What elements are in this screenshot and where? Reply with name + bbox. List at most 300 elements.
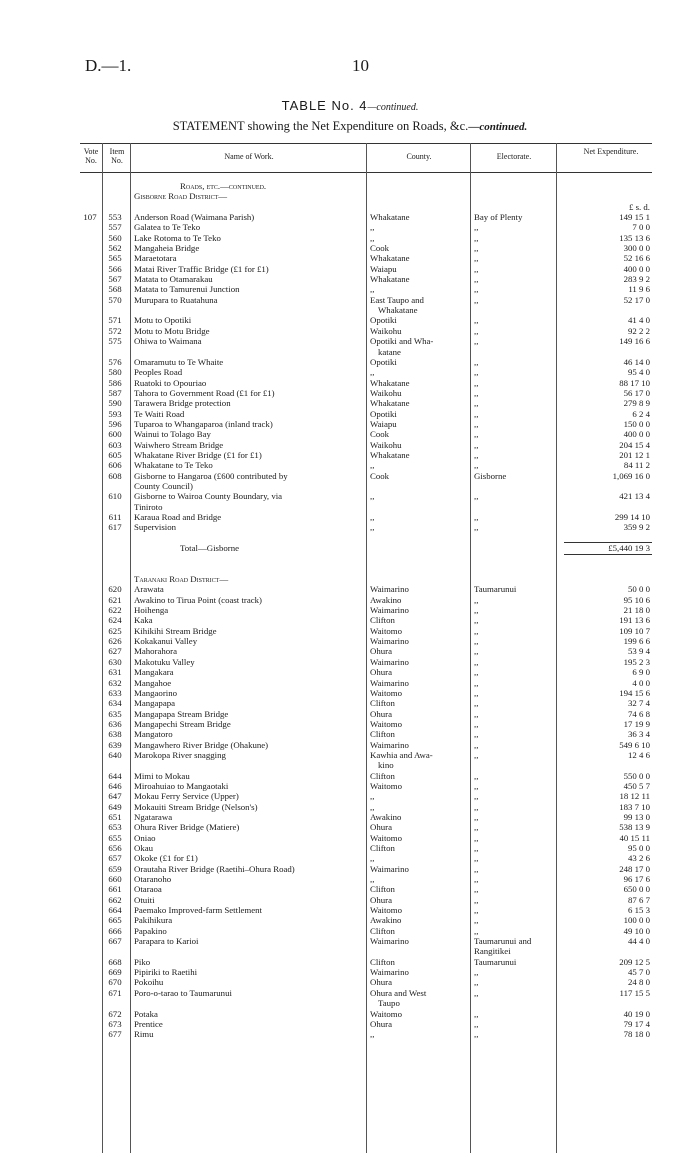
cell-item: 630 — [108, 656, 122, 667]
table-row — [80, 471, 652, 481]
table-row — [80, 378, 652, 388]
total-row — [80, 543, 652, 553]
cell-item: 635 — [108, 708, 122, 719]
cell-work: Oniao — [134, 832, 156, 843]
cell-elect: ,, — [474, 439, 479, 450]
cell-work: Whakatane to Te Teko — [134, 460, 213, 471]
cell-county: Cook — [370, 243, 390, 254]
cell-county: Waikohu — [370, 325, 402, 336]
cell-net: 183 7 10 — [619, 801, 650, 812]
cell-elect: ,, — [474, 698, 479, 709]
table-row — [80, 574, 652, 584]
table-title-main: TABLE No. 4 — [281, 98, 368, 113]
cell-elect: ,, — [474, 770, 479, 781]
cell-work: Kihikihi Stream Bridge — [134, 625, 217, 636]
cell-elect: ,, — [474, 294, 479, 305]
cell-elect: ,, — [474, 977, 479, 988]
cell-county: Waimarino — [370, 863, 409, 874]
cell-item: 608 — [108, 470, 122, 481]
table-row — [80, 884, 652, 894]
cell-net: 6 2 4 — [632, 408, 650, 419]
cell-county: Ohura — [370, 646, 392, 657]
cell-net: £5,440 19 3 — [608, 543, 650, 554]
table-row — [80, 295, 652, 305]
cell-net: 109 10 7 — [619, 625, 650, 636]
cell-item: 622 — [108, 605, 122, 616]
cell-elect: Bay of Plenty — [474, 212, 523, 223]
cell-net: 36 3 4 — [628, 729, 650, 740]
cell-elect: ,, — [474, 222, 479, 233]
cell-elect: ,, — [474, 925, 479, 936]
cell-elect: ,, — [474, 274, 479, 285]
cell-item: 653 — [108, 822, 122, 833]
table-row — [80, 698, 652, 708]
cell-county: East Taupo and — [370, 294, 424, 305]
cell-work: Motu to Opotiki — [134, 315, 192, 326]
cell-county: Cook — [370, 429, 390, 440]
cell-item: 617 — [108, 522, 122, 533]
cell-item: 672 — [108, 1008, 122, 1019]
cell-net: 400 0 0 — [623, 429, 650, 440]
table-title-continued: —continued. — [367, 102, 419, 113]
cell-item: 562 — [108, 243, 122, 254]
cell-work: Mangawhero River Bridge (Ohakune) — [134, 739, 269, 750]
cell-elect: ,, — [474, 884, 479, 895]
cell-county: Ohura — [370, 977, 392, 988]
table-row — [80, 243, 652, 253]
cell-work: Otaranoho — [134, 874, 172, 885]
table-row — [80, 564, 652, 574]
cell-item: 565 — [108, 253, 122, 264]
table-row — [80, 998, 652, 1008]
cell-elect: ,, — [474, 1029, 479, 1040]
cell-item: 593 — [108, 408, 122, 419]
cell-elect: ,, — [474, 408, 479, 419]
table-row — [80, 584, 652, 594]
cell-work: Tarawera Bridge protection — [134, 398, 231, 409]
cell-item: 659 — [108, 863, 122, 874]
cell-item: 575 — [108, 336, 122, 347]
cell-net: 149 16 6 — [619, 336, 650, 347]
cell-county: Taupo — [378, 998, 400, 1009]
table-row — [80, 967, 652, 977]
table-row — [80, 853, 652, 863]
table-title — [0, 98, 700, 113]
cell-work: Mimi to Mokau — [134, 770, 190, 781]
cell-work: Waiwhero Stream Bridge — [134, 439, 224, 450]
cell-net: 12 4 6 — [628, 749, 650, 760]
cell-item: 624 — [108, 615, 122, 626]
cell-work: Orautaha River Bridge (Raetihi–Ohura Road) — [134, 863, 295, 874]
cell-item: 626 — [108, 636, 122, 647]
cell-work: Parapara to Karioi — [134, 936, 199, 947]
cell-net: 538 13 9 — [619, 822, 650, 833]
cell-county: Waitomo — [370, 780, 403, 791]
table-row — [80, 284, 652, 294]
cell-item: 640 — [108, 749, 122, 760]
cell-item: 600 — [108, 429, 122, 440]
cell-work: Galatea to Te Teko — [134, 222, 201, 233]
cell-item: 673 — [108, 1018, 122, 1029]
table-row — [80, 636, 652, 646]
cell-net: 248 17 0 — [619, 863, 650, 874]
cell-elect: ,, — [474, 718, 479, 729]
cell-work: Ohiwa to Waimana — [134, 336, 202, 347]
cell-work: Murupara to Ruatahuna — [134, 294, 218, 305]
cell-elect: ,, — [474, 429, 479, 440]
cell-net: 44 4 0 — [628, 936, 650, 947]
cell-item: 560 — [108, 232, 122, 243]
cell-work: Mangapapa — [134, 698, 176, 709]
table-row — [80, 429, 652, 439]
cell-item: 611 — [108, 512, 122, 522]
cell-county: Waiapu — [370, 418, 397, 429]
cell-elect: ,, — [474, 522, 479, 533]
cell-elect: ,, — [474, 253, 479, 264]
table-row — [80, 626, 652, 636]
cell-item: 586 — [108, 377, 122, 388]
cell-county: Waitomo — [370, 1008, 403, 1019]
cell-net: 95 0 0 — [628, 843, 650, 853]
cell-work: Motu to Motu Bridge — [134, 325, 210, 336]
cell-county: Waimarino — [370, 584, 409, 595]
cell-county: Clifton — [370, 615, 395, 626]
cell-net: 53 9 4 — [628, 646, 650, 657]
cell-work: Mangapechi Stream Bridge — [134, 718, 231, 729]
table-row — [80, 791, 652, 801]
cell-net: 32 7 4 — [628, 698, 650, 709]
cell-item: 587 — [108, 387, 122, 398]
cell-elect: ,, — [474, 232, 479, 243]
cell-work: Omaramutu to Te Whaite — [134, 356, 224, 367]
cell-work: Anderson Road (Waimana Parish) — [134, 212, 255, 223]
cell-net: 117 15 5 — [619, 987, 650, 998]
cell-work: Potaka — [134, 1008, 158, 1019]
table-row — [80, 895, 652, 905]
cell-county: ,, — [370, 522, 375, 533]
cell-item: 668 — [108, 956, 122, 967]
cell-county: kino — [378, 760, 394, 771]
cell-work: Poro-o-tarao to Taumarunui — [134, 987, 232, 998]
table-row — [80, 191, 652, 201]
cell-net: 279 8 9 — [623, 398, 650, 409]
col-header-county: County. — [406, 152, 432, 161]
table-row — [80, 181, 652, 191]
table-row — [80, 709, 652, 719]
table-subtitle-continued: —continued. — [468, 121, 528, 133]
cell-work: Ohura River Bridge (Matiere) — [134, 822, 240, 833]
cell-item: 633 — [108, 687, 122, 698]
cell-county: Opotiki — [370, 356, 397, 367]
cell-item: 655 — [108, 832, 122, 843]
cell-work: Mokauiti Stream Bridge (Nelson's) — [134, 801, 258, 812]
table-row — [80, 678, 652, 688]
table-row — [80, 315, 652, 325]
table-row — [80, 977, 652, 987]
cell-net: 421 13 4 — [619, 491, 650, 502]
cell-elect: ,, — [474, 687, 479, 698]
cell-elect: Rangitikei — [474, 946, 511, 957]
table-row — [80, 729, 652, 739]
table-row — [80, 522, 652, 532]
cell-net: 100 0 0 — [623, 915, 650, 926]
cell-item: 571 — [108, 315, 122, 326]
cell-county: Waitomo — [370, 832, 403, 843]
cell-net: 4 0 0 — [632, 677, 650, 688]
cell-county: Waikohu — [370, 439, 402, 450]
cell-county: Clifton — [370, 770, 395, 781]
table-row — [80, 822, 652, 832]
table-row — [80, 388, 652, 398]
cell-net: 199 6 6 — [623, 636, 650, 647]
cell-item: 644 — [108, 770, 122, 781]
table-row — [80, 615, 652, 625]
cell-work: Marokopa River snagging — [134, 749, 226, 760]
cell-elect: ,, — [474, 843, 479, 853]
table-row — [80, 512, 652, 522]
cell-county: Clifton — [370, 729, 395, 740]
cell-county: Waimarino — [370, 656, 409, 667]
cell-elect: Gisborne — [474, 470, 507, 481]
table-row — [80, 833, 652, 843]
cell-elect: Taumarunui — [474, 584, 517, 595]
table-row — [80, 946, 652, 956]
cell-work: Pipiriki to Raetihi — [134, 967, 198, 978]
table-row — [80, 367, 652, 377]
table-row — [80, 957, 652, 967]
cell-county: Whakatane — [370, 274, 410, 285]
col-header-electorate: Electorate. — [496, 152, 532, 161]
cell-net: 40 15 11 — [619, 832, 650, 843]
cell-work: Makotuku Valley — [134, 656, 195, 667]
cell-item: 651 — [108, 811, 122, 822]
table-row — [80, 1029, 652, 1039]
cell-elect: ,, — [474, 1008, 479, 1019]
cell-elect: ,, — [474, 625, 479, 636]
cell-item: 606 — [108, 460, 122, 471]
cell-elect: ,, — [474, 677, 479, 688]
cell-county: Waitomo — [370, 905, 403, 916]
cell-work: Pakihikura — [134, 915, 173, 926]
cell-net: 56 17 0 — [623, 387, 650, 398]
cell-work: Wainui to Tolago Bay — [134, 429, 211, 440]
cell-net: 45 7 0 — [628, 967, 650, 978]
table-row — [80, 905, 652, 915]
cell-work: Mangakara — [134, 667, 174, 678]
cell-elect: ,, — [474, 636, 479, 647]
cell-county: ,, — [370, 512, 375, 522]
cell-county: Waimarino — [370, 636, 409, 647]
cell-work: Pokoihu — [134, 977, 164, 988]
cell-county: Waiapu — [370, 263, 397, 274]
cell-elect: ,, — [474, 1018, 479, 1029]
cell-county: Whakatane — [370, 377, 410, 388]
table-row — [80, 326, 652, 336]
cell-item: 567 — [108, 274, 122, 285]
cell-work: Matata to Tamurenui Junction — [134, 284, 240, 295]
cell-net: 18 12 11 — [619, 791, 650, 802]
cell-item: 605 — [108, 449, 122, 460]
cell-work: Miroahuiao to Mangaotaki — [134, 780, 229, 791]
table-row — [80, 646, 652, 656]
table-row — [80, 781, 652, 791]
cell-item: 664 — [108, 905, 122, 916]
cell-work: Gisborne Road District— — [134, 191, 228, 202]
cell-elect: ,, — [474, 605, 479, 616]
table-row — [80, 491, 652, 501]
cell-county: ,, — [370, 367, 375, 378]
cell-county: Clifton — [370, 925, 395, 936]
cell-county: ,, — [370, 284, 375, 295]
cell-elect: ,, — [474, 967, 479, 978]
cell-county: Whakatane — [370, 449, 410, 460]
cell-net: 41 4 0 — [628, 315, 650, 326]
cell-elect: ,, — [474, 325, 479, 336]
cell-elect: ,, — [474, 646, 479, 657]
cell-county: Waimarino — [370, 967, 409, 978]
cell-item: 570 — [108, 294, 122, 305]
cell-county: ,, — [370, 460, 375, 471]
cell-county: Awakino — [370, 594, 402, 605]
total-rule — [564, 542, 652, 543]
table-row — [80, 688, 652, 698]
cell-net: 24 8 0 — [628, 977, 650, 988]
cell-item: 621 — [108, 594, 122, 605]
table-row — [80, 760, 652, 770]
cell-work: Gisborne to Wairoa County Boundary, via — [134, 491, 283, 502]
cell-work: Awakino to Tirua Point (coast track) — [134, 594, 262, 605]
cell-item: 596 — [108, 418, 122, 429]
cell-net: 46 14 0 — [623, 356, 650, 367]
cell-elect: ,, — [474, 460, 479, 471]
cell-county: Ohura — [370, 894, 392, 905]
cell-work: Supervision — [134, 522, 177, 533]
cell-county: ,, — [370, 874, 375, 885]
cell-elect: ,, — [474, 791, 479, 802]
cell-county: Clifton — [370, 698, 395, 709]
table-row — [80, 440, 652, 450]
cell-net: 150 0 0 — [623, 418, 650, 429]
cell-item: 631 — [108, 667, 122, 678]
cell-work: Taranaki Road District— — [134, 574, 229, 585]
cell-elect: ,, — [474, 377, 479, 388]
table-row — [80, 1019, 652, 1029]
cell-net: 95 4 0 — [628, 367, 650, 378]
cell-county: Whakatane — [370, 212, 410, 223]
cell-elect: ,, — [474, 863, 479, 874]
cell-item: 553 — [108, 212, 122, 223]
cell-item: 662 — [108, 894, 122, 905]
cell-net: 359 9 2 — [623, 522, 650, 533]
document-code: D.—1. — [85, 56, 132, 75]
cell-county: Ohura — [370, 708, 392, 719]
cell-elect: ,, — [474, 336, 479, 347]
cell-elect: ,, — [474, 387, 479, 398]
cell-county: Whakatane — [370, 398, 410, 409]
table-row — [80, 802, 652, 812]
cell-work: Mangahoe — [134, 677, 172, 688]
table-row — [80, 771, 652, 781]
cell-work: Otaraoa — [134, 884, 162, 895]
cell-work: Ngatarawa — [134, 811, 173, 822]
cell-work: Lake Rotoma to Te Teko — [134, 232, 221, 243]
cell-work: Piko — [134, 956, 151, 967]
cell-item: 647 — [108, 791, 122, 802]
cell-item: 661 — [108, 884, 122, 895]
cell-net: 74 6 8 — [628, 708, 650, 719]
cell-item: 646 — [108, 780, 122, 791]
cell-elect: ,, — [474, 512, 479, 522]
cell-net: 550 0 0 — [623, 770, 650, 781]
table-row — [80, 812, 652, 822]
cell-work: Tiniroto — [134, 501, 163, 512]
cell-item: 625 — [108, 625, 122, 636]
cell-net: 79 17 4 — [623, 1018, 650, 1029]
cell-elect: ,, — [474, 853, 479, 864]
table-row — [80, 926, 652, 936]
cell-net: 549 6 10 — [619, 739, 650, 750]
cell-work: Prentice — [134, 1018, 163, 1029]
cell-item: 666 — [108, 925, 122, 936]
table-row — [80, 233, 652, 243]
cell-item: 656 — [108, 843, 122, 853]
cell-county: ,, — [370, 491, 375, 502]
cell-net: 299 14 10 — [614, 512, 650, 522]
cell-net: 194 15 6 — [619, 687, 650, 698]
table-row — [80, 595, 652, 605]
cell-elect: Taumarunui and — [474, 936, 532, 947]
cell-elect: ,, — [474, 801, 479, 812]
cell-net: 400 0 0 — [623, 263, 650, 274]
cell-work: Kokakanui Valley — [134, 636, 198, 647]
table-row — [80, 667, 652, 677]
cell-work: Okoke (£1 for £1) — [134, 853, 198, 864]
cell-elect: ,, — [474, 780, 479, 791]
cell-work: Maraetotara — [134, 253, 177, 264]
cell-item: 632 — [108, 677, 122, 688]
cell-item: 667 — [108, 936, 122, 947]
cell-county: Whakatane — [378, 305, 418, 316]
cell-item: 660 — [108, 874, 122, 885]
cell-elect: ,, — [474, 987, 479, 998]
cell-county: Whakatane — [370, 253, 410, 264]
cell-work: Ruatoki to Opouriao — [134, 377, 207, 388]
cell-net: 87 6 7 — [628, 894, 650, 905]
table-body — [80, 181, 652, 1040]
table-row — [80, 264, 652, 274]
table-row — [80, 212, 652, 222]
cell-work: Paemako Improved-farm Settlement — [134, 905, 263, 916]
cell-item: 634 — [108, 698, 122, 709]
cell-net: 11 9 6 — [628, 284, 650, 295]
cell-work: Mahorahora — [134, 646, 177, 657]
cell-net: 78 18 0 — [623, 1029, 650, 1040]
cell-net: 49 10 0 — [623, 925, 650, 936]
cell-item: 576 — [108, 356, 122, 367]
table-row — [80, 719, 652, 729]
cell-net: 96 17 6 — [623, 874, 650, 885]
cell-elect: Taumarunui — [474, 956, 517, 967]
cell-work: Papakino — [134, 925, 167, 936]
table-subtitle — [0, 119, 700, 134]
cell-item: 557 — [108, 222, 122, 233]
cell-item: 572 — [108, 325, 122, 336]
table-row — [80, 740, 652, 750]
cell-item: 580 — [108, 367, 122, 378]
cell-net: 300 0 0 — [623, 243, 650, 254]
cell-elect: ,, — [474, 418, 479, 429]
cell-item: 620 — [108, 584, 122, 595]
